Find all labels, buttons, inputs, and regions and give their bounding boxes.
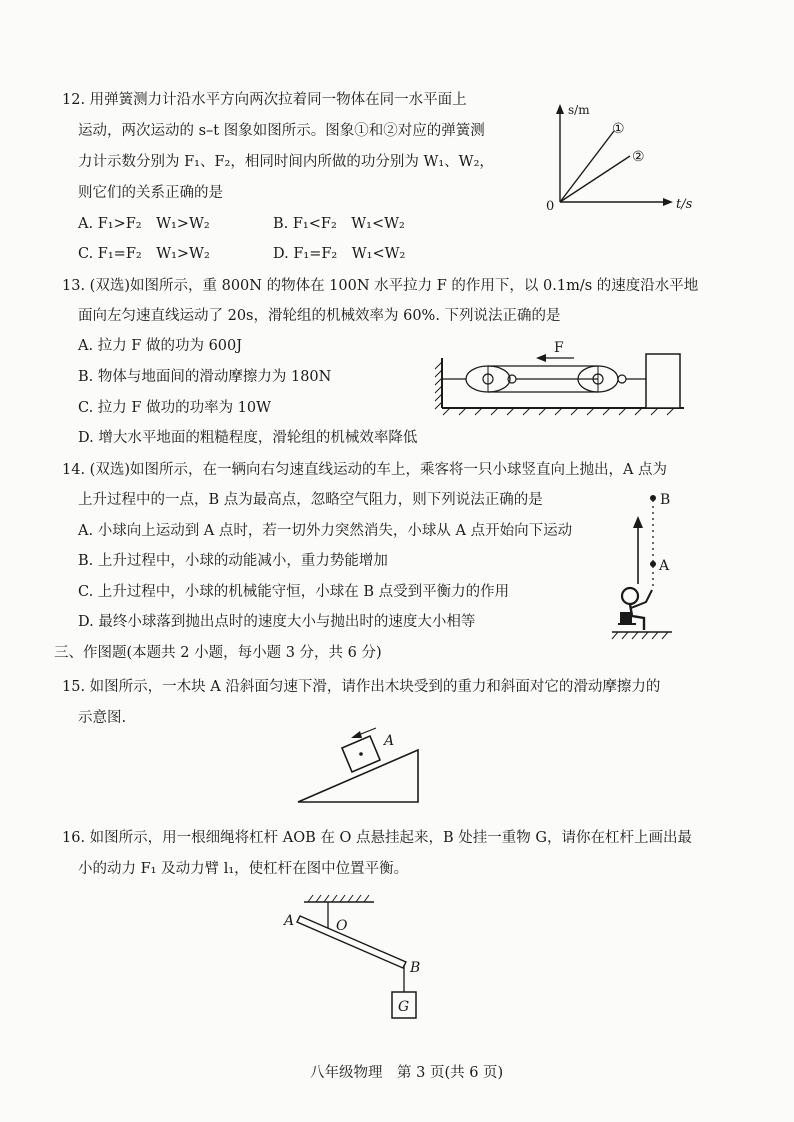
- q12-line2: 运动，两次运动的 s–t 图象如图所示。图象①和②对应的弹簧测: [78, 123, 485, 139]
- q16-lever-figure: [280, 892, 440, 1026]
- q15-line2: 示意图.: [78, 710, 127, 726]
- q14-up-arrowhead-icon: [633, 516, 643, 528]
- q12-option-a: A. F₁>F₂ W₁>W₂: [78, 216, 210, 232]
- q14-option-a: A. 小球向上运动到 A 点时，若一切外力突然消失，小球从 A 点开始向下运动: [78, 523, 573, 539]
- q15-block-label: A: [384, 733, 395, 749]
- q13-ground-hatch: [443, 408, 674, 415]
- q12-line2-label: ②: [632, 149, 645, 165]
- q13-line2: 面向左匀速直线运动了 20s，滑轮组的机械效率为 60%. 下列说法正确的是: [78, 308, 561, 324]
- q12-line-2: [560, 156, 630, 202]
- q14-option-b: B. 上升过程中，小球的动能减小，重力势能增加: [78, 553, 388, 569]
- passenger-icon: [618, 588, 652, 630]
- q14-option-c: C. 上升过程中，小球的机械能守恒，小球在 B 点受到平衡力的作用: [78, 584, 510, 600]
- section-3-heading: 三、作图题(本题共 2 小题，每小题 3 分，共 6 分): [54, 645, 382, 661]
- q12-x-arrow-icon: [663, 198, 673, 206]
- q16-label-o: O: [336, 918, 348, 934]
- q12-y-arrow-icon: [556, 104, 564, 114]
- q16-lever: [297, 916, 406, 968]
- q14-toss-figure: [606, 484, 696, 646]
- q12-line-1: [560, 131, 614, 202]
- page-footer: 八年级物理 第 3 页(共 6 页): [310, 1065, 504, 1081]
- q12-st-graph: [540, 98, 710, 216]
- q13-option-d: D. 增大水平地面的粗糙程度，滑轮组的机械效率降低: [78, 430, 418, 446]
- q15-line1: 15. 如图所示，一木块 A 沿斜面匀速下滑，请作出木块受到的重力和斜面对它的滑动摩擦力的: [62, 679, 661, 695]
- q12-option-d: D. F₁=F₂ W₁<W₂: [273, 246, 406, 262]
- q15-block-center: [359, 752, 363, 756]
- q14-point-b: [650, 495, 656, 501]
- q15-incline-figure: [294, 722, 434, 810]
- q14-floor-hatch: [612, 632, 668, 639]
- q16-line1: 16. 如图所示，用一根细绳将杠杆 AOB 在 O 点悬挂起来，B 处挂一重物 G，请你在杠杆上画出最: [62, 830, 692, 846]
- q12-line1: 12. 用弹簧测力计沿水平方向两次拉着同一物体在同一水平面上: [62, 92, 467, 108]
- q13-force-label: F: [554, 340, 564, 356]
- q16-label-b: B: [410, 960, 421, 976]
- q16-line2: 小的动力 F₁ 及动力臂 l₁，使杠杆在图中位置平衡。: [78, 861, 409, 877]
- q14-line1: 14. (双选)如图所示，在一辆向右匀速直线运动的车上，乘客将一只小球竖直向上抛出，A 点为: [62, 462, 668, 478]
- q14-line2: 上升过程中的一点，B 点为最高点，忽略空气阻力，则下列说法正确的是: [78, 492, 543, 508]
- q13-option-b: B. 物体与地面间的滑动摩擦力为 180N: [78, 369, 332, 385]
- q13-block: [646, 354, 680, 408]
- q16-label-a: A: [284, 913, 295, 929]
- q13-option-c: C. 拉力 F 做功的功率为 10W: [78, 400, 272, 416]
- q16-ceiling-hatch: [308, 895, 369, 902]
- q12-x-label: t/s: [676, 197, 693, 212]
- q12-line3: 力计示数分别为 F₁、F₂，相同时间内所做的功分别为 W₁、W₂，: [78, 154, 494, 170]
- q15-motion-arrowhead-icon: [351, 731, 362, 738]
- q14-label-a: A: [659, 558, 670, 574]
- q13-option-a: A. 拉力 F 做的功为 600J: [78, 338, 243, 354]
- q14-point-a: [650, 561, 656, 567]
- q13-pulley-figure: [432, 338, 692, 418]
- q12-origin: 0: [546, 199, 555, 214]
- q12-option-c: C. F₁=F₂ W₁>W₂: [78, 246, 210, 262]
- q12-y-label: s/m: [568, 103, 590, 117]
- q13-force-arrowhead-icon: [536, 354, 546, 362]
- q12-line1-label: ①: [612, 121, 625, 137]
- q14-option-d: D. 最终小球落到抛出点时的速度大小与抛出时的速度大小相等: [78, 614, 476, 630]
- q13-wall-hatch: [435, 362, 442, 409]
- q14-label-b: B: [660, 492, 671, 508]
- q13-line1: 13. (双选)如图所示，重 800N 的物体在 100N 水平拉力 F 的作用下，以 0.1m/s 的速度沿水平地: [62, 278, 699, 294]
- q16-label-g: G: [398, 999, 410, 1015]
- q12-line4: 则它们的关系正确的是: [78, 185, 223, 201]
- q12-option-b: B. F₁<F₂ W₁<W₂: [273, 216, 405, 232]
